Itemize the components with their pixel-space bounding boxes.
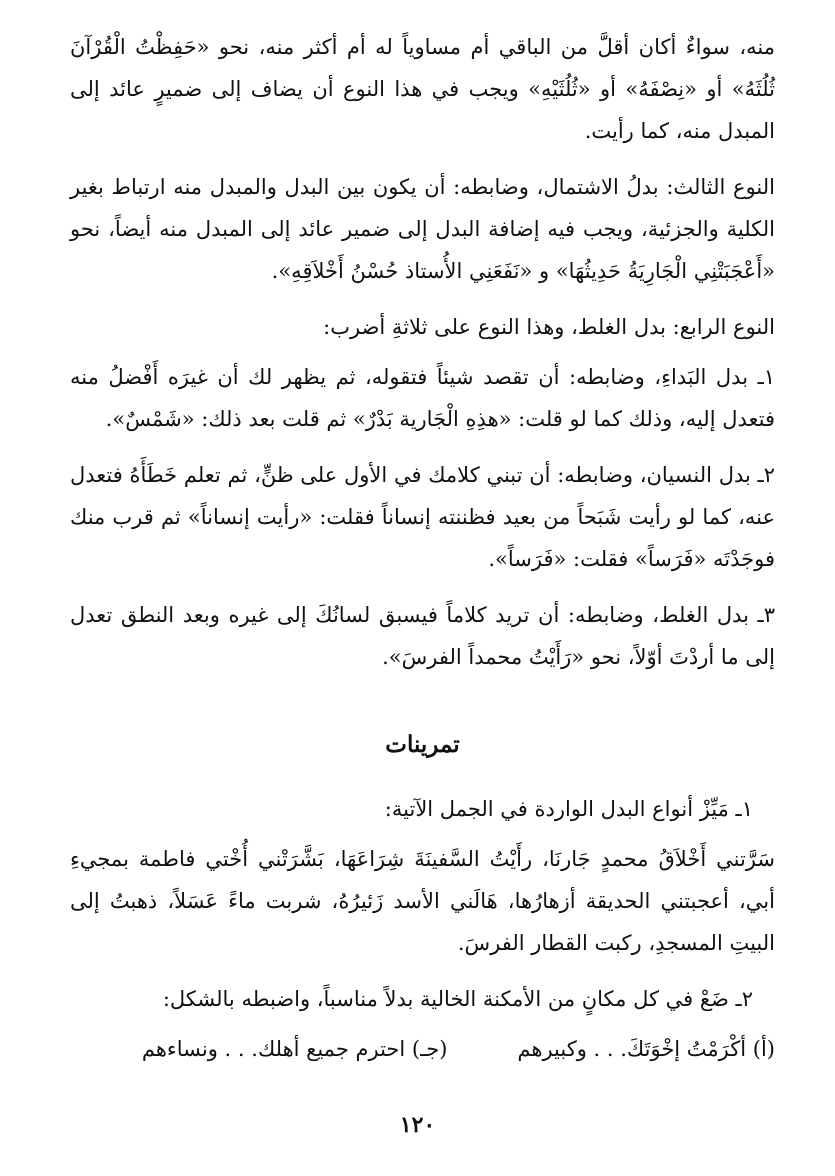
paragraph-4: ١ـ بدل البَداءِ، وضابطه: أن تقصد شيئاً فتقوله، ثم يظهر لك أن غيرَه أَفْضلُ منه فتعدل إليه، وذلك كما لو قلت: «هذِهِ الْجَارية بَدْرٌ» ثم قلت بعد ذلك: «شَمْسٌ».: [70, 365, 775, 431]
paragraph-2: النوع الثالث: بدلُ الاشتمال، وضابطه: أن يكون بين البدل والمبدل منه ارتباط بغير الكلية والجزئية، ويجب فيه إضافة البدل إلى ضمير عائد إلى المبدل منه أيضاً، نحو «أَعْجَبَتْنِي الْجَارِيَةُ حَدِيثُهَا» و «نَفَعَنِي الأُستاذ حُسْنُ أَخْلاَقِهِ».: [70, 175, 775, 283]
exercise-2-item-a: (أ) أكْرَمْتُ إخْوَتَكَ. . . وكبيرهم: [517, 1037, 775, 1061]
paragraph-3: النوع الرابع: بدل الغلط، وهذا النوع على ثلاثةِ أضرب:: [323, 315, 775, 339]
page-number: ١٢٠: [399, 1112, 436, 1138]
page-body: [70, 26, 775, 1070]
paragraph-5: ٢ـ بدل النسيان، وضابطه: أن تبني كلامك في الأول على ظنٍّ، ثم تعلم خَطَأَهُ فتعدل عنه، كما لو رأيت شَبَحاً من بعيد فظننته إنساناً فقلت: «رأيت إنساناً» ثم قرب منك فوجَدْتَه «فَرَساً» فقلت: «فَرَساً».: [70, 463, 775, 571]
exercises-heading: تمرينات: [385, 731, 460, 758]
exercise-2-question: ٢ـ ضَعْ في كل مكانٍ من الأمكنة الخالية بدلاً مناسباً، واضبطه بالشكل:: [162, 987, 753, 1011]
exercise-1-question: ١ـ مَيِّزْ أنواع البدل الواردة في الجمل الآتية:: [384, 797, 753, 821]
exercise-2-item-c: (جـ) احترم جميع أهلك. . . ونساءهم: [141, 1037, 448, 1061]
exercise-2-items: [70, 1028, 775, 1070]
exercise-1-sentences: سَرَّتني أَخْلاَقُ محمدٍ جَارنَا، رأَيْتُ السَّفينَةَ شِرَاعَهَا، بَشَّرَتْني أُخْتي فاطمة بمجيءِ أبي، أعجبتني الحديقة أزهارُها، هَالَني الأسد زَئيرُهُ، شربت ماءً عَسَلاً، ذهبتُ إلى البيتِ المسجدِ، ركبت القطار الفرسَ.: [70, 847, 775, 955]
paragraph-1: منه، سواءٌ أكان أقلَّ من الباقي أم مساوياً له أم أكثر منه، نحو «حَفِظْتُ الْقُرْآنَ ثُلُثَهُ» أو «نِصْفَهُ» أو «ثُلُثَيْهِ» ويجب في هذا النوع أن يضاف إلى ضميرٍ عائد إلى المبدل منه، كما رأيت.: [70, 35, 775, 143]
paragraph-6: ٣ـ بدل الغلط، وضابطه: أن تريد كلاماً فيسبق لسانُكَ إلى غيره وبعد النطق تعدل إلى ما أردْتَ أوّلاً، نحو «رَأَيْتُ محمداً الفرسَ».: [70, 603, 775, 669]
